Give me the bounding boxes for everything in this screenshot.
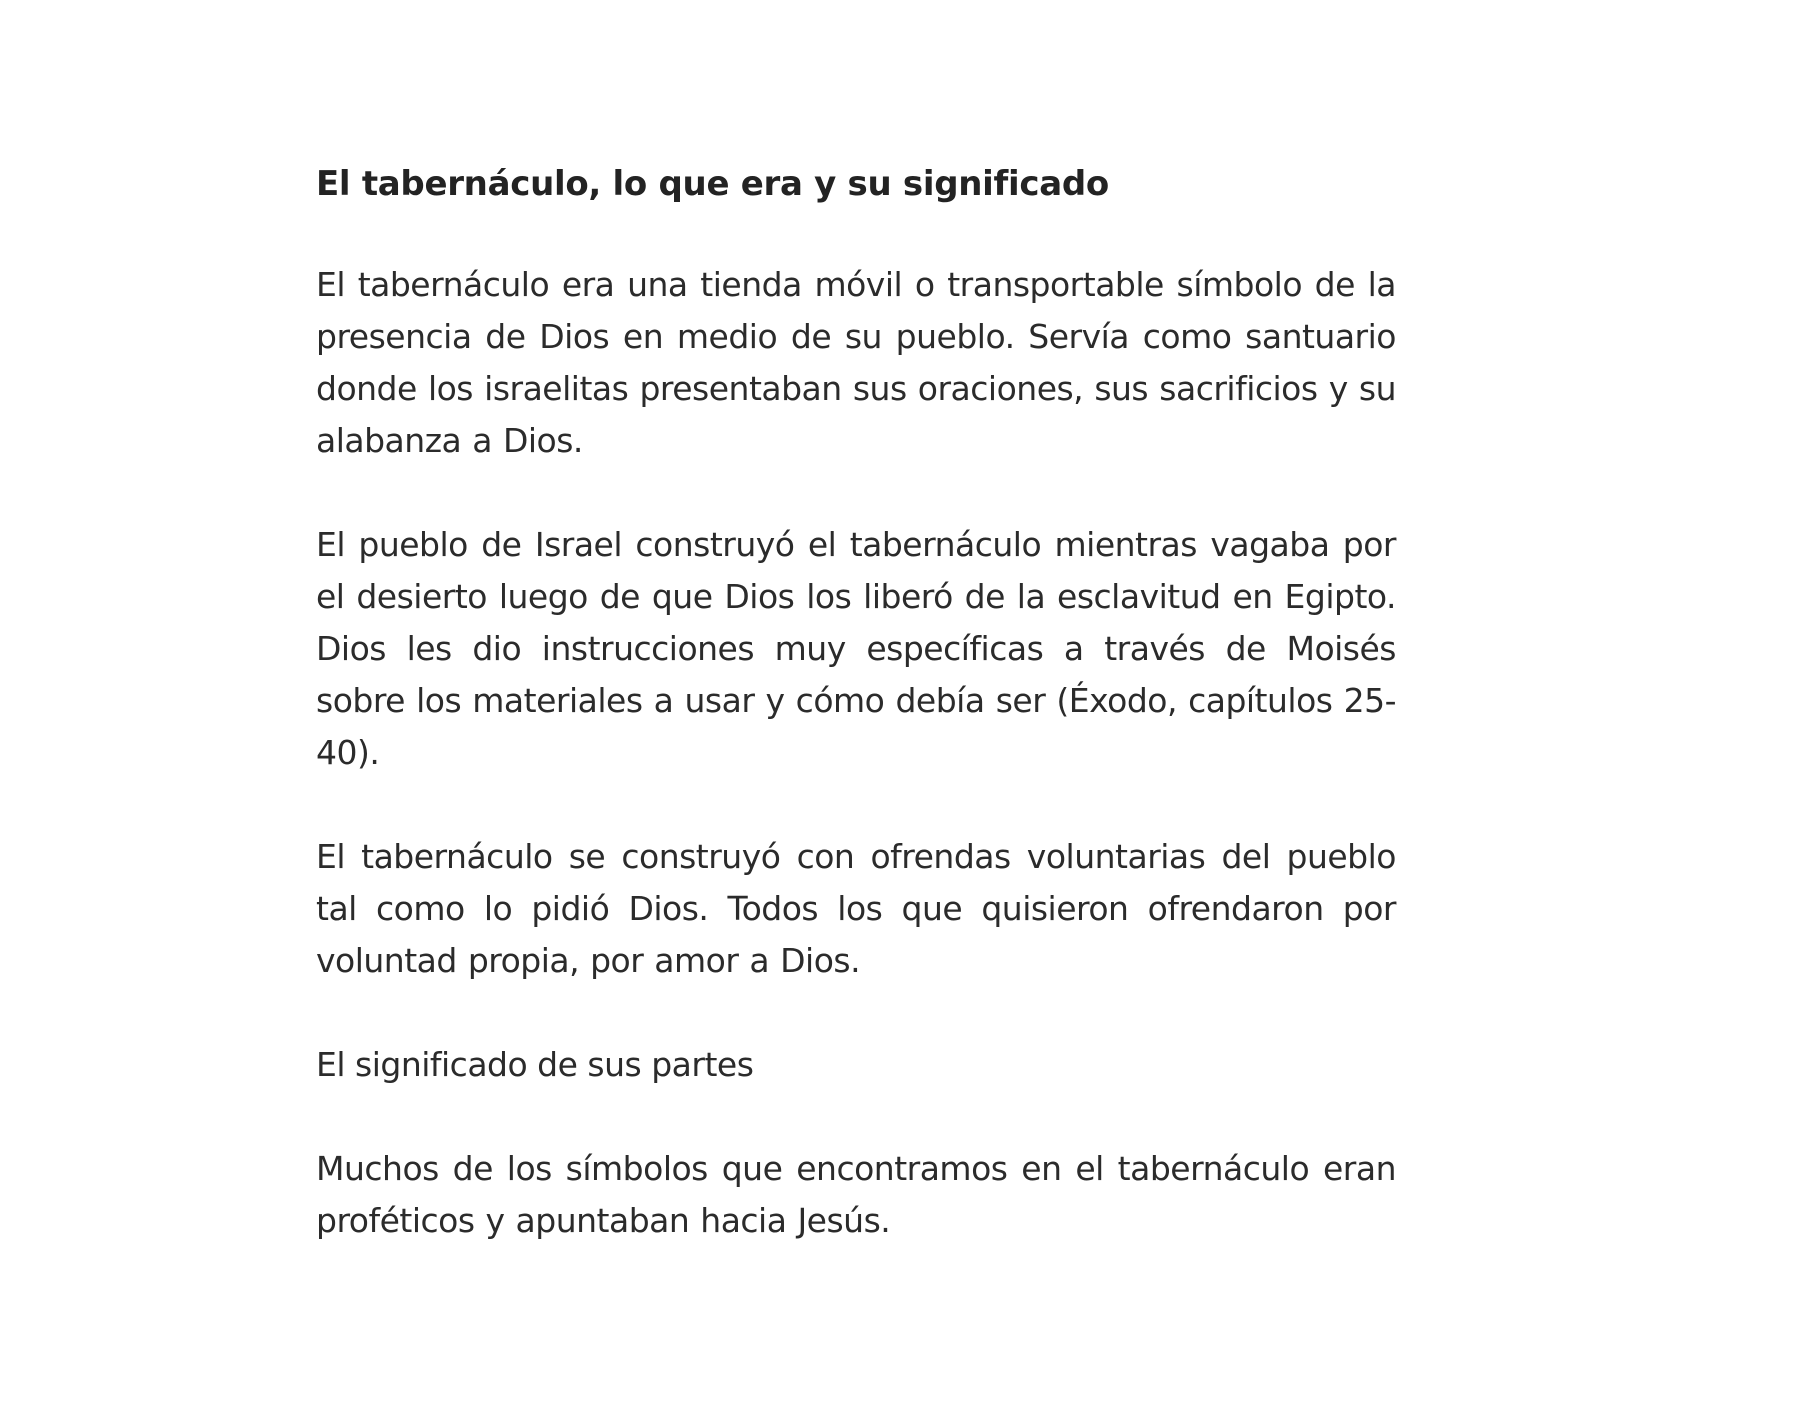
- paragraph-symbols: Muchos de los símbolos que encontramos en el tabernáculo eran proféticos y apuntaban hacia Jesús.: [316, 1149, 1396, 1240]
- document-title: El tabernáculo, lo que era y su significado: [316, 164, 1109, 204]
- document-page: [316, 158, 1396, 1247]
- section-subheading: El significado de sus partes: [316, 1045, 754, 1084]
- paragraph-definition: El tabernáculo era una tienda móvil o transportable símbolo de la presencia de Dios en medio de su pueblo. Servía como santuario donde los israelitas presentaban sus oraciones, sus sacrificios y su alabanza a Dios.: [316, 265, 1396, 460]
- paragraph-offerings: El tabernáculo se construyó con ofrendas voluntarias del pueblo tal como lo pidió Dios. Todos los que quisieron ofrendaron por voluntad propia, por amor a Dios.: [316, 837, 1396, 980]
- paragraph-construction: El pueblo de Israel construyó el tabernáculo mientras vagaba por el desierto luego de que Dios los liberó de la esclavitud en Egipto. Dios les dio instrucciones muy específicas a través de Moisés sobre los materiales a usar y cómo debía ser (Éxodo, capítulos 25-40).: [316, 525, 1396, 772]
